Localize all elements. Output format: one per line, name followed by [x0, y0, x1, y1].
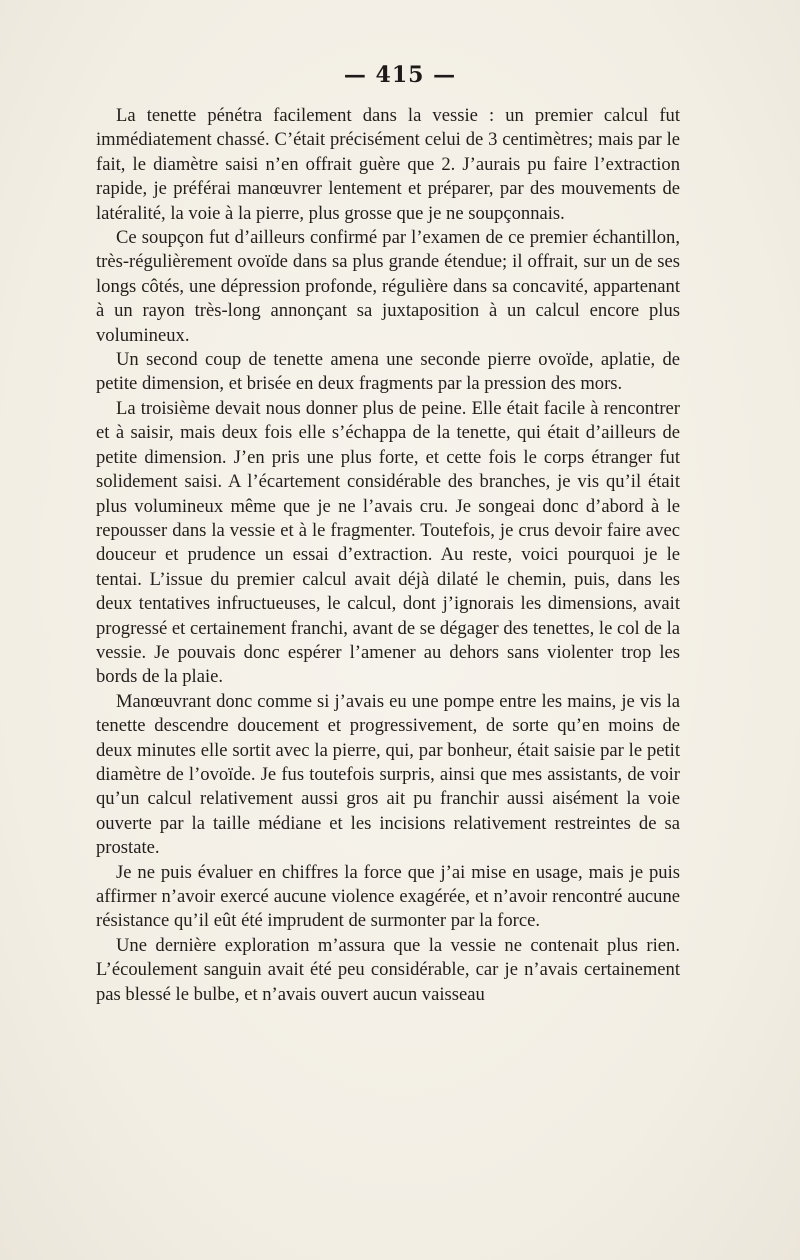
paragraph-1: La tenette pénétra facilement dans la vessie : un premier calcul fut immédiatement chassé. C’était précisément celui de 3 centimètres; mais par le fait, le diamètre saisi n’en offrait guère que 2. J’aurais pu faire l’extraction rapide, je préférai manœuvrer lentement et préparer, par des mouvements de latéralité, la voie à la pierre, plus grosse que je ne soupçonnais. [96, 105, 680, 224]
paragraph-2: Ce soupçon fut d’ailleurs confirmé par l’examen de ce premier échantillon, très-régulièrement ovoïde dans sa plus grande étendue; il offrait, sur un de ses longs côtés, une dépression profonde, régulière dans sa concavité, appartenant à un rayon très-long annonçant sa juxtaposition à un calcul encore plus volumineux. [96, 227, 680, 346]
page-number: — 415 — [343, 62, 457, 88]
paragraph-7: Une dernière exploration m’assura que la vessie ne contenait plus rien. L’écoulement sanguin avait été peu considérable, car je n’avais certainement pas blessé le bulbe, et n’avais ouvert aucun vaisseau [96, 934, 680, 1005]
body-text [96, 104, 680, 1007]
paragraph-5: Manœuvrant donc comme si j’avais eu une pompe entre les mains, je vis la tenette descendre doucement et progressivement, de sorte qu’en moins de deux minutes elle sortit avec la pierre, qui, par bonheur, était saisie par le petit diamètre de l’ovoïde. Je fus toutefois surpris, ainsi que mes assistants, de voir qu’un calcul relativement aussi gros ait pu franchir aussi aisément la voie ouverte par la taille médiane et les incisions relativement restreintes de sa prostate. [96, 690, 680, 859]
paragraph-3: Un second coup de tenette amena une seconde pierre ovoïde, aplatie, de petite dimension, et brisée en deux fragments par la pression des mors. [96, 349, 680, 395]
paragraph-6: Je ne puis évaluer en chiffres la force que j’ai mise en usage, mais je puis affirmer n’avoir exercé aucune violence exagérée, et n’avoir rencontré aucune résistance qu’il eût été imprudent de surmonter par la force. [96, 861, 680, 932]
paragraph-4: La troisième devait nous donner plus de peine. Elle était facile à rencontrer et à saisir, mais deux fois elle s’échappa de la tenette, qui était d’ailleurs de petite dimension. J’en pris une plus forte, et cette fois le corps étranger fut solidement saisi. A l’écartement considérable des branches, je vis qu’il était plus volumineux même que je ne l’avais cru. Je songeai donc d’abord à le repousser dans la vessie et à le fragmenter. Toutefois, je crus devoir faire avec douceur et prudence un essai d’extraction. Au reste, voici pourquoi je le tentai. L’issue du premier calcul avait déjà dilaté le chemin, puis, dans les deux tentatives infructueuses, le calcul, dont j’ignorais les dimensions, avait progressé et certainement franchi, avant de se dégager des tenettes, le col de la vessie. Je pouvais donc espérer l’amener au dehors sans violenter trop les bords de la plaie. [96, 397, 680, 688]
